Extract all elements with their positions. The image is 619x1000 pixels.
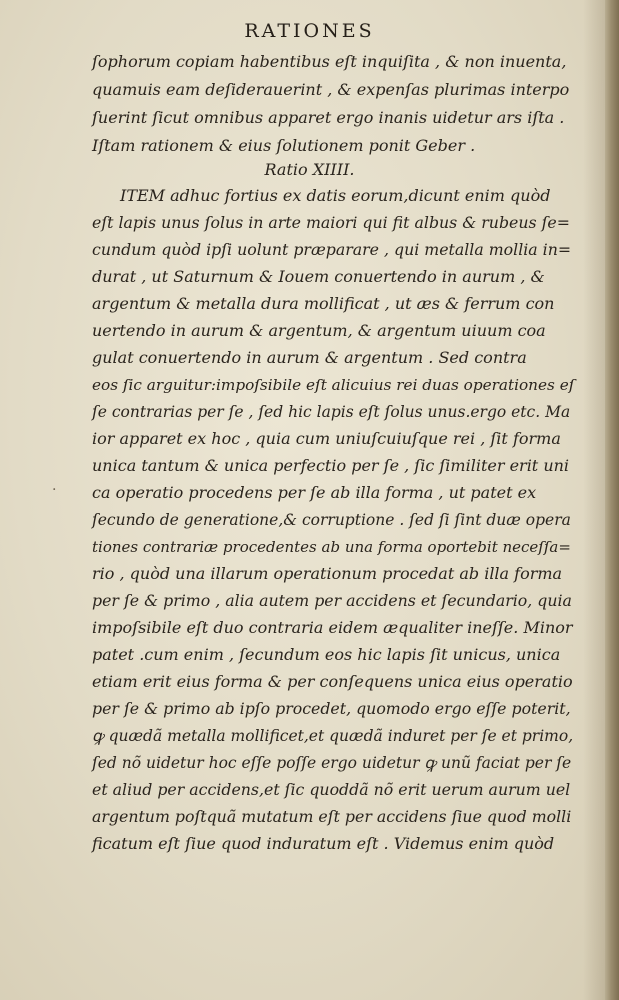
text-line: Iſtam rationem & eius ſolutionem ponit Geber . — [92, 136, 476, 155]
text-line: quamuis eam deſiderauerint , & expenſas plurimas interpo — [92, 80, 570, 99]
text-line: ſophorum copiam habentibus eſt inquiſita , & non inuenta, — [92, 52, 567, 71]
text-line: patet .cum enim , ſecundum eos hic lapis ſit unicus, unica — [92, 645, 561, 664]
text-line: per ſe & primo , alia autem per accidens et ſecundario, quia — [92, 591, 572, 610]
margin-mark: . — [52, 478, 57, 494]
text-line: eſt lapis unus ſolus in arte maiori qui fit albus & rubeus ſe= — [92, 213, 570, 232]
text-line: eos ſic arguitur:impoſsibile eſt alicuius rei duas operationes eſ — [92, 376, 575, 394]
text-line: ſecundo de generatione,& corruptione . ſed ſi ſint duæ opera — [92, 511, 571, 529]
text-line: etiam erit eius forma & per conſequens unica eius operatio — [92, 672, 573, 691]
text-line: argentum poſtquã mutatum eſt per accidens ſiue quod molli — [92, 807, 572, 826]
running-header: RATIONES — [244, 20, 375, 42]
text-line: ſuerint ſicut omnibus apparet ergo inanis uidetur ars iſta . — [92, 108, 565, 127]
text-line: ior apparet ex hoc , quia cum uniuſcuiuſque rei , ſit forma — [92, 429, 561, 448]
page-gutter — [605, 0, 619, 1000]
page-edge-shadow — [583, 0, 605, 1000]
text-line: per ſe & primo ab ipſo procedet, quomodo ergo eſſe poterit, — [92, 699, 571, 718]
text-line: ſed nõ uidetur hoc eſſe poſſe ergo uidetur ꝙ unũ faciat per ſe — [92, 754, 572, 772]
text-line: ſe contrarias per ſe , ſed hic lapis eſt ſolus unus.ergo etc. Ma — [92, 403, 571, 421]
text-line: ca operatio procedens per ſe ab illa forma , ut patet ex — [92, 483, 537, 502]
text-line: rio , quòd una illarum operationum procedat ab illa forma — [92, 564, 563, 583]
text-line: gulat conuertendo in aurum & argentum . Sed contra — [92, 348, 527, 367]
text-line: et aliud per accidens,et ſic quoddã nõ erit uerum aurum uel — [92, 780, 571, 799]
text-line: impoſsibile eſt duo contraria eidem æqualiter ineſſe. Minor — [92, 618, 573, 637]
text-line: tiones contrariæ procedentes ab una forma oportebit neceſſa= — [92, 538, 571, 556]
section-heading: Ratio XIIII. — [264, 160, 355, 179]
text-line: durat , ut Saturnum & Iouem conuertendo in aurum , & — [92, 267, 545, 286]
text-line: unica tantum & unica perfectio per ſe , ſic ſimiliter erit uni — [92, 456, 570, 475]
text-line: ficatum eſt ſiue quod induratum eſt . Videmus enim quòd — [92, 834, 555, 853]
text-line: ITEM adhuc fortius ex datis eorum,dicunt enim quòd — [120, 186, 551, 205]
text-line: uertendo in aurum & argentum, & argentum uiuum coa — [92, 321, 546, 340]
text-line: cundum quòd ipſi uolunt præparare , qui metalla mollia in= — [92, 240, 572, 259]
text-line: argentum & metalla dura mollificat , ut æs & ferrum con — [92, 294, 555, 313]
text-line: ꝙ quædã metalla mollificet,et quædã induret per ſe et primo, — [92, 727, 574, 745]
